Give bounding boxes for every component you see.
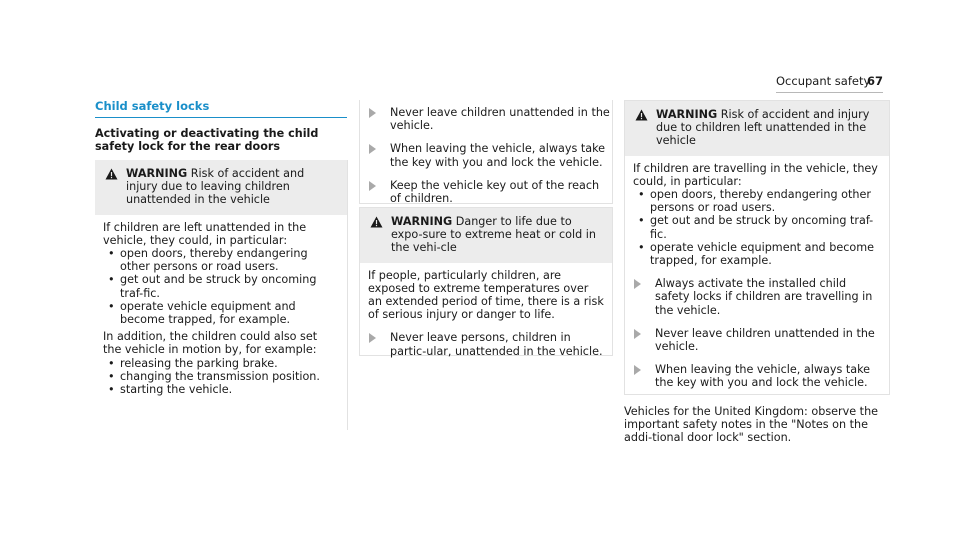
running-header-title: Occupant safety [776,74,871,88]
warning-paragraph: If people, particularly children, are exposed to extreme temperatures over an extended period of time, there is a risk of serious injury or danger to life. [368,268,604,322]
warning-triangle-icon [370,216,383,228]
header-divider [776,92,883,93]
warning-body [625,156,889,398]
action-text: Never leave persons, children in partic-ular, unattended in the vehicle. [390,331,603,358]
action-step [633,327,881,353]
page-number: 67 [867,74,884,88]
action-text: Always activate the installed child safety locks if children are travelling in the vehicle. [655,277,873,317]
action-step [360,106,612,132]
warning-signal-word: WARNING [656,108,718,121]
warning-intro-2: In addition, the children could also set the vehicle in motion by, for example: [103,330,318,357]
warning-box-leaving-children [95,160,348,430]
warning-body [360,263,612,366]
action-step [360,142,612,168]
uk-note-paragraph: Vehicles for the United Kingdom: observe the important safety notes in the "Notes on the addi-tional door lock" section. [624,405,879,445]
list-item: • changing the transmission position. [103,370,339,383]
section-divider [95,117,347,118]
warning-bullet-list-2 [103,357,339,397]
list-item: • releasing the parking brake. [103,357,339,370]
action-text: Never leave children unattended in the vehicle. [390,106,610,133]
list-item: • operate vehicle equipment and become trapped, for example. [103,300,339,326]
list-item: • open doors, thereby endangering other persons or road users. [103,247,339,273]
warning-heading: Risk of accident and injury due to children left unattended in the vehicle [656,108,870,148]
action-step [360,179,612,205]
warning-header [95,160,347,215]
warning-text [656,108,881,148]
warning-triangle-icon [105,168,118,180]
warning-intro: If children are left unattended in the vehicle, they could, in particular: [103,220,307,247]
action-arrow-icon [369,144,376,154]
action-step [633,363,881,389]
section-heading-block [95,100,347,154]
action-arrow-icon [369,333,376,343]
action-text: When leaving the vehicle, always take the key with you and lock the vehicle. [655,363,871,390]
warning-heading: Risk of accident and injury due to leaving children unattended in the vehicle [126,167,305,207]
warning-header [625,101,889,156]
warning-triangle-icon [635,109,648,121]
warning-header [360,208,612,263]
warning-text [391,215,604,255]
warning-body [95,215,347,405]
action-arrow-icon [634,329,641,339]
action-step [368,331,604,357]
warning-text [126,167,339,207]
list-item: • open doors, thereby endangering other persons or road users. [633,188,881,214]
list-item: • get out and be struck by oncoming traf-fic. [633,214,881,240]
subsection-title: Activating or deactivating the child safety lock for the rear doors [95,127,319,154]
action-arrow-icon [369,181,376,191]
action-arrow-icon [369,108,376,118]
action-steps-box [359,100,613,204]
action-arrow-icon [634,365,641,375]
warning-box-children-unattended [624,100,890,395]
action-text: Never leave children unattended in the vehicle. [655,326,875,354]
warning-bullet-list [103,247,339,326]
section-title: Child safety locks [95,99,210,113]
list-item: • operate vehicle equipment and become trapped, for example. [633,241,881,267]
warning-signal-word: WARNING [391,215,453,228]
action-step [633,277,881,317]
warning-signal-word: WARNING [126,167,188,180]
warning-box-extreme-temperature [359,207,613,356]
action-text: When leaving the vehicle, always take the key with you and lock the vehicle. [390,142,606,169]
warning-intro: If children are travelling in the vehicle, they could, in particular: [633,161,878,188]
warning-bullet-list [633,188,881,267]
warning-heading: Danger to life due to expo-sure to extreme heat or cold in the vehi-cle [391,215,596,255]
action-arrow-icon [634,279,641,289]
action-text: Keep the vehicle key out of the reach of children. [390,178,600,206]
list-item: • get out and be struck by oncoming traf-fic. [103,273,339,299]
list-item: • starting the vehicle. [103,383,339,396]
